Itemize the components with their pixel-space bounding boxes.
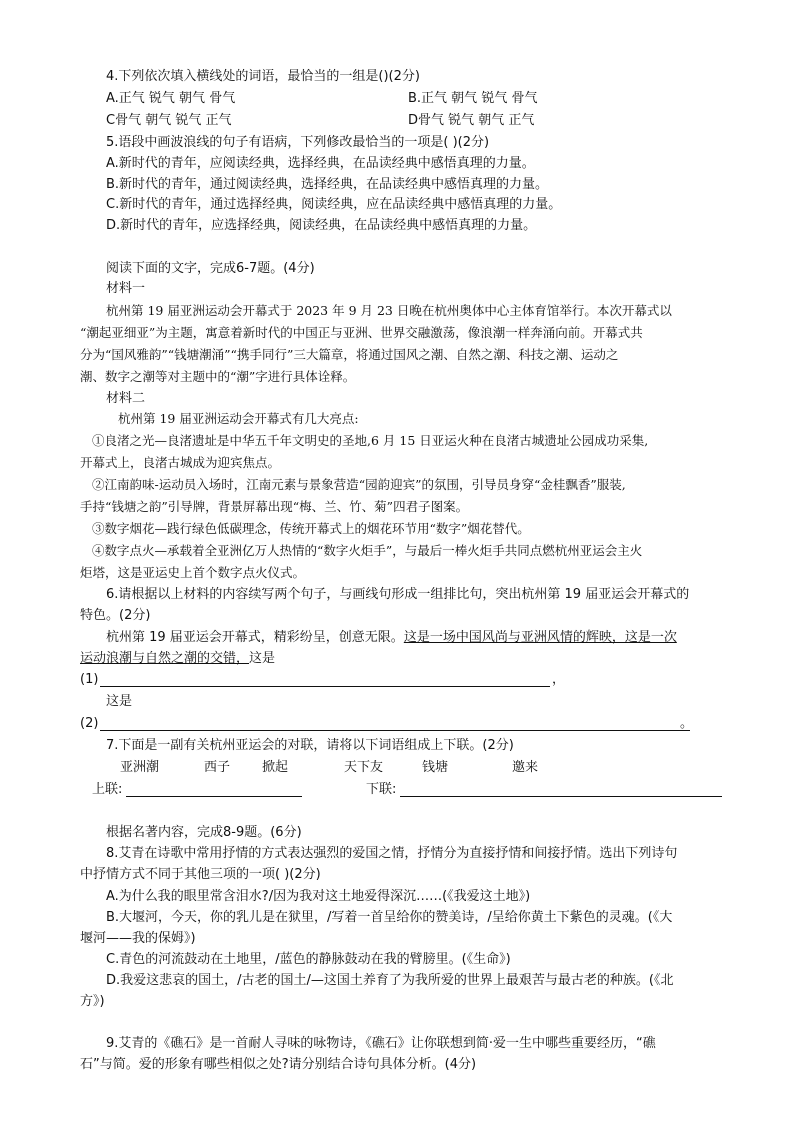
q6-underlined-sentence-part-2: 运动浪潮与自然之潮的交错，	[80, 651, 250, 666]
q6-answer-2-blank[interactable]	[100, 730, 690, 731]
q8-option-c: C.青色的河流鼓动在土地里，/蓝色的静脉鼓动在我的臂膀里。(《生命》)	[106, 952, 511, 967]
q5-option-c: C.新时代的青年，通过选择经典，阅读经典，应在品读经典中感悟真理的力量。	[106, 197, 562, 212]
q4-option-b: B.正气 朝气 锐气 骨气	[408, 91, 538, 106]
highlight-2-line-2: 手持“钱塘之韵”引导牌，背景屏幕出现“梅、兰、竹、菊”四君子图案。	[80, 499, 469, 514]
q5-option-b: B.新时代的青年，通过阅读经典，选择经典，在品读经典中感悟真理的力量。	[106, 177, 549, 192]
q6-lead-tail: 这是	[249, 651, 276, 666]
q7-word-3: 掀起	[262, 760, 289, 775]
q8-stem-line-1: 8.艾青在诗歌中常用抒情的方式表达强烈的爱国之情，抒情分为直接抒情和间接抒情。选出下列诗句	[106, 846, 678, 861]
q8-option-b-line-2: 堰河——我的保姆》)	[80, 931, 196, 946]
q6-lead-line-1	[106, 629, 677, 647]
q6-answer-1-end: ，	[552, 672, 566, 687]
material-1-line-2: “潮起亚细亚”为主题，寓意着新时代的中国正与亚洲、世界交融激荡，像浪潮一样奔涌向前。开幕式共	[80, 325, 643, 340]
q7-word-6: 邀来	[512, 760, 539, 775]
q6-answer-1-blank[interactable]	[100, 686, 550, 687]
q9-line-1: 9.艾青的《礁石》是一首耐人寻味的咏物诗，《礁石》让你联想到简·爱一生中哪些重要经历，“礁	[106, 1036, 656, 1051]
q8-stem-line-2: 中抒情方式不同于其他三项的一项( )(2分)	[80, 867, 321, 882]
q8-intro: 根据名著内容，完成8-9题。(6分)	[106, 825, 302, 840]
q6-stem-line-1: 6.请根据以上材料的内容续写两个句子，与画线句形成一组排比句，突出杭州第 19 届亚运会开幕式的	[106, 587, 690, 602]
q7-word-5: 钱塘	[422, 760, 449, 775]
q6-stem-line-2: 特色。(2分)	[80, 608, 151, 623]
highlight-1-line-2: 开幕式上，良渚古城成为迎宾焦点。	[80, 455, 281, 470]
q6-answer-2-label: (2)	[80, 716, 99, 731]
material-1-title: 材料一	[106, 281, 146, 296]
q7-word-2: 西子	[204, 760, 231, 775]
reading-intro: 阅读下面的文字，完成6-7题。(4分)	[106, 261, 315, 276]
q7-word-4: 天下友	[344, 760, 384, 775]
highlight-1-line-1: ①良渚之光—良渚遗址是中华五千年文明史的圣地,6 月 15 日亚运火种在良渚古城遗址公园成功采集,	[92, 433, 649, 448]
highlight-4-line-2: 炬塔，这是亚运史上首个数字点火仪式。	[80, 565, 306, 580]
material-2-intro: 杭州第 19 届亚洲运动会开幕式有几大亮点:	[118, 411, 359, 426]
q6-answer-2-end: 。	[680, 716, 694, 731]
material-1-line-1: 杭州第 19 届亚洲运动会开幕式于 2023 年 9 月 23 日晚在杭州奥体中心主体育馆举行。本次开幕式以	[106, 303, 672, 318]
q6-lead-text: 杭州第 19 届亚运会开幕式，精彩纷呈，创意无限。	[106, 630, 404, 645]
q7-lower-blank[interactable]	[400, 796, 722, 797]
q8-option-d-line-2: 方》)	[80, 994, 105, 1009]
highlight-3: ③数字烟花—践行绿色低碳理念，传统开幕式上的烟花环节用“数字”烟花替代。	[92, 521, 530, 536]
q6-lead-line-2	[80, 650, 275, 668]
q4-option-c: C骨气 朝气 锐气 正气	[106, 113, 232, 128]
q4-option-a: A.正气 锐气 朝气 骨气	[106, 91, 236, 106]
q7-word-1: 亚洲潮	[120, 760, 160, 775]
q5-option-d: D.新时代的青年，应选择经典，阅读经典，在品读经典中感悟真理的力量。	[106, 218, 537, 233]
material-1-line-4: 潮、数字之潮等对主题中的“潮”字进行具体诠释。	[80, 369, 356, 384]
q4-option-d: D骨气 锐气 朝气 正气	[408, 113, 535, 128]
q6-answer-2-lead: 这是	[106, 694, 133, 709]
q5-option-a: A.新时代的青年，应阅读经典，选择经典，在品读经典中感悟真理的力量。	[106, 156, 535, 171]
q7-upper-label: 上联:	[92, 782, 123, 797]
q8-option-b-line-1: B.大堰河，今天，你的乳儿是在狱里，/写着一首呈给你的赞美诗，/呈给你黄土下紫色的灵魂。(《大	[106, 910, 673, 925]
material-2-title: 材料二	[106, 391, 146, 406]
q8-option-d-line-1: D.我爱这悲哀的国土，/古老的国土/—这国土养育了为我所爱的世界上最艰苦与最古老的种族。(《北	[106, 973, 674, 988]
highlight-2-line-1: ②江南韵味-运动员入场时，江南元素与景象营造“园韵迎宾”的氛围，引导员身穿“金桂飘香”服装,	[92, 477, 626, 492]
material-1-line-3: 分为“国风雅韵”“钱塘潮涌”“携手同行”三大篇章，将通过国风之潮、自然之潮、科技之潮、运动之	[80, 347, 619, 362]
q8-option-a: A.为什么我的眼里常含泪水?/因为我对这土地爱得深沉……(《我爱这土地》)	[106, 889, 531, 904]
q7-upper-blank[interactable]	[126, 796, 302, 797]
q5-stem: 5.语段中画波浪线的句子有语病，下列修改最恰当的一项是( )(2分)	[106, 135, 490, 150]
q6-answer-1-label: (1)	[80, 672, 99, 687]
q6-underlined-sentence-part-1: 这是一场中国风尚与亚洲风情的辉映，这是一次	[403, 630, 677, 645]
q9-line-2: 石”与简。爱的形象有哪些相似之处?请分别结合诗句具体分析。(4分)	[80, 1057, 477, 1072]
highlight-4-line-1: ④数字点火—承载着全亚洲亿万人热情的“数字火炬手”，与最后一棒火炬手共同点燃杭州亚运会主火	[92, 543, 643, 558]
q7-stem: 7.下面是一副有关杭州亚运会的对联，请将以下词语组成上下联。(2分)	[106, 738, 514, 753]
q4-stem: 4.下列依次填入横线处的词语，最恰当的一组是()(2分)	[106, 69, 420, 84]
q7-lower-label: 下联:	[366, 782, 397, 797]
